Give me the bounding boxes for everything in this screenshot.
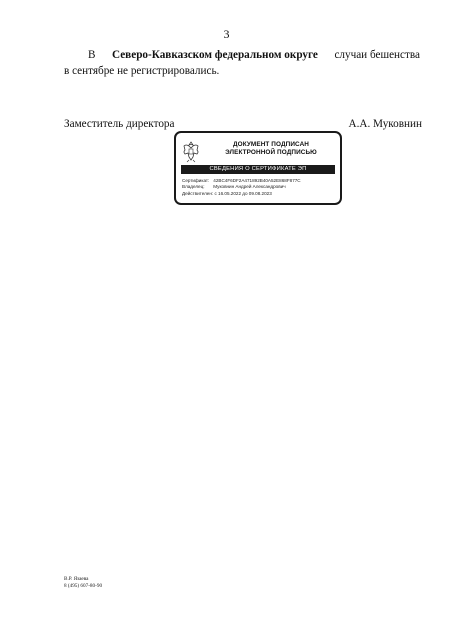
page-number: 3	[223, 27, 230, 41]
certificate-details	[182, 178, 301, 197]
stamp-title-line2: ЭЛЕКТРОННОЙ ПОДПИСЬЮ	[225, 149, 317, 156]
signer-position: Заместитель директора	[64, 118, 175, 130]
valid-label: Действителен:	[182, 190, 214, 196]
stamp-title-line1: ДОКУМЕНТ ПОДПИСАН	[232, 141, 310, 148]
body-paragraph	[64, 47, 420, 79]
coat-of-arms-icon	[181, 140, 201, 164]
executor-phone: 8 (495) 607-80-90	[64, 583, 103, 589]
para-word-in: В	[88, 49, 96, 61]
valid-value: с 16.05.2022 до 09.08.2023	[214, 190, 272, 196]
signer-name: А.А. Муковнин	[348, 118, 422, 130]
cert-label: Сертификат:	[182, 178, 210, 183]
para-line1-end: случаи бешенства	[334, 49, 420, 61]
validity-row	[182, 191, 301, 197]
executor-name: В.Р. Язаева	[64, 576, 89, 582]
signature-row	[64, 118, 422, 130]
certificate-info-bar: СВЕДЕНИЯ О СЕРТИФИКАТЕ ЭП	[181, 165, 335, 174]
e-signature-stamp	[174, 131, 342, 205]
cert-value: 42BC4F6DF2A471892B40A52E868F877C	[213, 178, 301, 183]
para-region-bold: Северо-Кавказском федеральном округе	[112, 49, 318, 61]
owner-label: Владелец:	[182, 184, 205, 190]
para-line2: в сентябре не регистрировались.	[64, 65, 220, 77]
owner-value: Муковнин Андрей Александрович	[213, 184, 286, 190]
executor-footer	[64, 576, 102, 590]
stamp-title	[206, 141, 336, 157]
